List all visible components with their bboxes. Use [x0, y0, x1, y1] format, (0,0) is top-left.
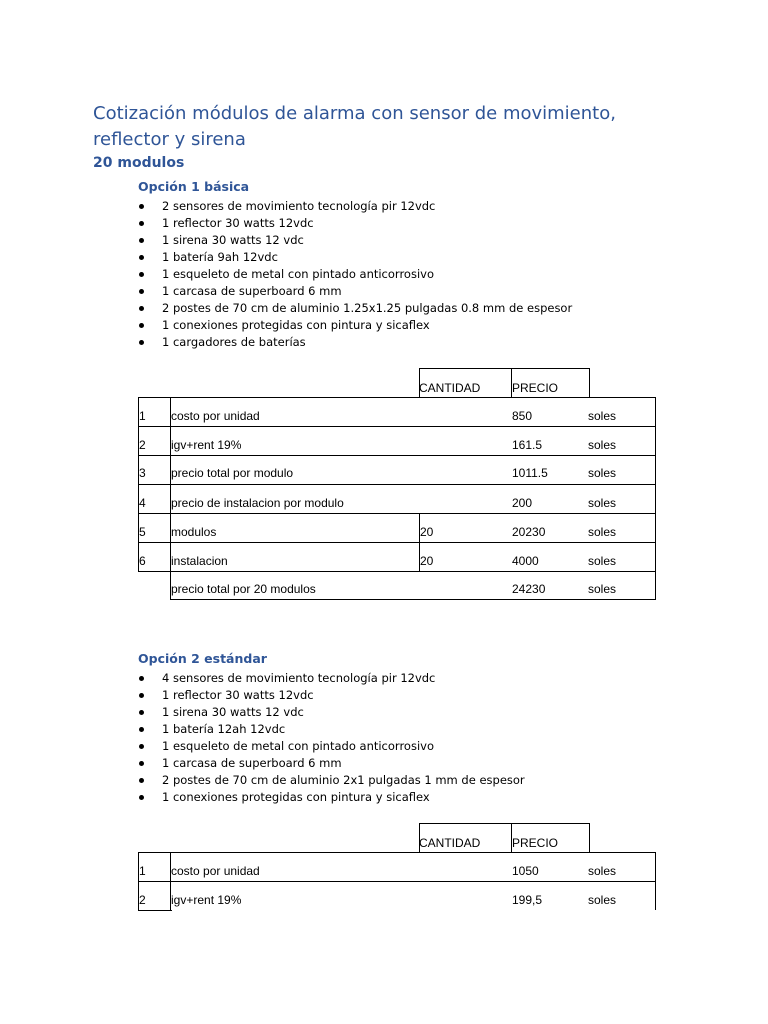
precio-header: PRECIO	[512, 836, 559, 850]
row-unit: soles	[588, 525, 617, 539]
row-price: 200	[512, 496, 533, 510]
row-unit: soles	[588, 864, 617, 878]
row-unit: soles	[588, 438, 617, 452]
row-number: 4	[139, 496, 146, 510]
row-concept: igv+rent 19%	[171, 438, 242, 452]
list-item: 1 sirena 30 watts 12 vdc	[138, 704, 525, 721]
total-concept: precio total por 20 modulos	[171, 582, 316, 596]
list-item: 1 batería 9ah 12vdc	[138, 249, 572, 266]
document-title: Cotización módulos de alarma con sensor de movimiento, reflector y sirena	[93, 103, 616, 150]
row-unit: soles	[588, 554, 617, 568]
row-number: 2	[139, 438, 146, 452]
row-number: 1	[139, 409, 146, 423]
list-item: 4 sensores de movimiento tecnología pir 12vdc	[138, 670, 525, 687]
row-unit: soles	[588, 893, 617, 907]
row-concept: costo por unidad	[171, 864, 260, 878]
list-item: 1 carcasa de superboard 6 mm	[138, 283, 572, 300]
precio-header: PRECIO	[512, 381, 559, 395]
row-price: 4000	[512, 554, 539, 568]
row-price: 161.5	[512, 438, 543, 452]
option1-item-list	[138, 198, 572, 351]
row-quantity: 20	[420, 554, 434, 568]
list-item: 1 sirena 30 watts 12 vdc	[138, 232, 572, 249]
row-number: 3	[139, 466, 146, 480]
list-item: 1 carcasa de superboard 6 mm	[138, 755, 525, 772]
row-concept: precio total por modulo	[171, 466, 294, 480]
option1-title: Opción 1 básica	[138, 179, 250, 194]
list-item: 1 esqueleto de metal con pintado anticorrosivo	[138, 738, 525, 755]
list-item: 2 postes de 70 cm de aluminio 1.25x1.25 pulgadas 0.8 mm de espesor	[138, 300, 572, 317]
option2-item-list	[138, 670, 525, 806]
list-item: 1 reflector 30 watts 12vdc	[138, 687, 525, 704]
row-number: 6	[139, 554, 146, 568]
list-item: 1 batería 12ah 12vdc	[138, 721, 525, 738]
row-price: 850	[512, 409, 533, 423]
list-item: 1 conexiones protegidas con pintura y sicaflex	[138, 789, 525, 806]
row-price: 199,5	[512, 893, 543, 907]
row-number: 1	[139, 864, 146, 878]
row-price: 1050	[512, 864, 539, 878]
option2-title: Opción 2 estándar	[138, 651, 267, 666]
row-concept: instalacion	[171, 554, 228, 568]
row-concept: costo por unidad	[171, 409, 260, 423]
total-price: 24230	[512, 582, 546, 596]
list-item: 2 postes de 70 cm de aluminio 2x1 pulgadas 1 mm de espesor	[138, 772, 525, 789]
total-unit: soles	[588, 582, 617, 596]
list-item: 1 esqueleto de metal con pintado anticorrosivo	[138, 266, 572, 283]
row-quantity: 20	[420, 525, 434, 539]
row-unit: soles	[588, 466, 617, 480]
row-concept: modulos	[171, 525, 217, 539]
row-number: 5	[139, 525, 146, 539]
list-item: 1 conexiones protegidas con pintura y sicaflex	[138, 317, 572, 334]
row-unit: soles	[588, 409, 617, 423]
document-subtitle: 20 modulos	[93, 155, 185, 171]
list-item: 2 sensores de movimiento tecnología pir 12vdc	[138, 198, 572, 215]
cantidad-header: CANTIDAD	[419, 381, 481, 395]
row-price: 20230	[512, 525, 546, 539]
list-item: 1 reflector 30 watts 12vdc	[138, 215, 572, 232]
row-unit: soles	[588, 496, 617, 510]
cantidad-header: CANTIDAD	[419, 836, 481, 850]
row-number: 2	[139, 893, 146, 907]
row-concept: igv+rent 19%	[171, 893, 242, 907]
row-concept: precio de instalacion por modulo	[171, 496, 344, 510]
row-price: 1011.5	[512, 466, 548, 480]
list-item: 1 cargadores de baterías	[138, 334, 572, 351]
